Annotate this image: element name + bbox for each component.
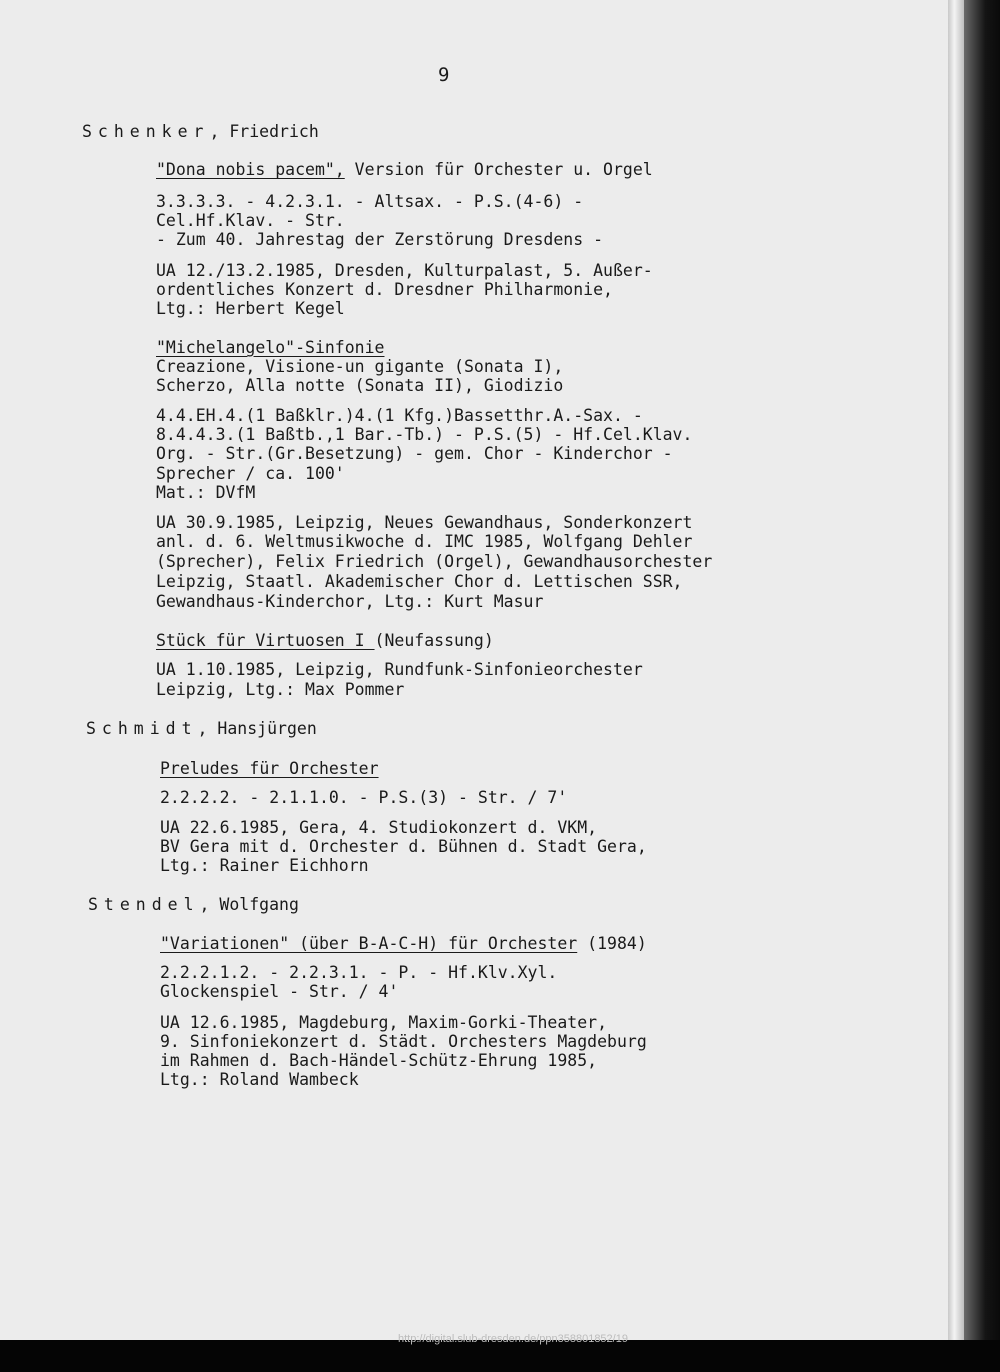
composer-heading: Schmidt, Hansjürgen — [86, 719, 317, 738]
composer-surname: Schmidt — [86, 719, 198, 738]
instrumentation-line: Glockenspiel - Str. / 4' — [160, 982, 399, 1001]
work-title: Preludes für Orchester — [160, 759, 379, 778]
work-title-suffix: (Neufassung) — [374, 631, 494, 650]
work-subtitle-line: Scherzo, Alla notte (Sonata II), Giodizio — [156, 376, 564, 395]
page-number: 9 — [438, 64, 450, 86]
work-title-suffix: Version für Orchester u. Orgel — [344, 160, 653, 179]
premiere-line: UA 12.6.1985, Magdeburg, Maxim-Gorki-Theater, — [160, 1013, 608, 1032]
composer-surname: Schenker — [82, 122, 210, 141]
premiere-line: Ltg.: Herbert Kegel — [156, 299, 345, 318]
work-title-line — [160, 759, 379, 778]
work-title-line — [156, 160, 653, 179]
instrumentation-line: 8.4.4.3.(1 Baßtb.,1 Bar.-Tb.) - P.S.(5) - Hf.Cel.Klav. — [156, 425, 693, 444]
composer-surname: Stendel — [88, 895, 200, 914]
premiere-line: Gewandhaus-Kinderchor, Ltg.: Kurt Masur — [156, 592, 544, 611]
instrumentation-line: - Zum 40. Jahrestag der Zerstörung Dresdens - — [156, 230, 604, 249]
instrumentation-line: 3.3.3.3. - 4.2.3.1. - Altsax. - P.S.(4-6) - — [156, 192, 584, 211]
work-title-line — [156, 631, 494, 650]
premiere-line: anl. d. 6. Weltmusikwoche d. IMC 1985, Wolfgang Dehler — [156, 532, 693, 551]
composer-firstname: Friedrich — [229, 122, 319, 141]
work-title-line — [156, 338, 384, 357]
work-title: "Variationen" (über B-A-C-H) für Orchester — [160, 934, 578, 953]
premiere-line: im Rahmen d. Bach-Händel-Schütz-Ehrung 1985, — [160, 1051, 598, 1070]
instrumentation-line: Cel.Hf.Klav. - Str. — [156, 211, 345, 230]
instrumentation-line: 2.2.2.2. - 2.1.1.0. - P.S.(3) - Str. / 7' — [160, 788, 568, 807]
premiere-line: UA 22.6.1985, Gera, 4. Studiokonzert d. VKM, — [160, 818, 598, 837]
premiere-line: UA 1.10.1985, Leipzig, Rundfunk-Sinfonieorchester — [156, 660, 643, 679]
work-subtitle-line: Creazione, Visione-un gigante (Sonata I), — [156, 357, 564, 376]
composer-firstname: Hansjürgen — [217, 719, 317, 738]
material-line: Mat.: DVfM — [156, 483, 256, 502]
work-title: "Michelangelo"-Sinfonie — [156, 338, 385, 357]
source-url: http://digital.slub-dresden.de/ppn358801852/19 — [398, 1333, 628, 1345]
composer-heading: Stendel, Wolfgang — [88, 895, 299, 914]
work-title-suffix: (1984) — [577, 934, 647, 953]
composer-heading: Schenker, Friedrich — [82, 122, 319, 141]
premiere-line: 9. Sinfoniekonzert d. Städt. Orchesters Magdeburg — [160, 1032, 647, 1051]
premiere-line: ordentliches Konzert d. Dresdner Philharmonie, — [156, 280, 613, 299]
premiere-line: UA 30.9.1985, Leipzig, Neues Gewandhaus, Sonderkonzert — [156, 513, 693, 532]
premiere-line: (Sprecher), Felix Friedrich (Orgel), Gewandhausorchester — [156, 552, 713, 571]
instrumentation-line: 2.2.2.1.2. - 2.2.3.1. - P. - Hf.Klv.Xyl. — [160, 963, 558, 982]
work-title: "Dona nobis pacem", — [156, 160, 345, 179]
page-edge — [948, 0, 964, 1345]
premiere-line: BV Gera mit d. Orchester d. Bühnen d. Stadt Gera, — [160, 837, 647, 856]
instrumentation-line: Sprecher / ca. 100' — [156, 464, 345, 483]
premiere-line: Ltg.: Roland Wambeck — [160, 1070, 359, 1089]
instrumentation-line: Org. - Str.(Gr.Besetzung) - gem. Chor - Kinderchor - — [156, 444, 673, 463]
book-cover — [964, 0, 1000, 1372]
composer-firstname: Wolfgang — [219, 895, 299, 914]
premiere-line: Leipzig, Staatl. Akademischer Chor d. Lettischen SSR, — [156, 572, 683, 591]
work-title: Stück für Virtuosen I — [156, 631, 375, 650]
instrumentation-line: 4.4.EH.4.(1 Baßklr.)4.(1 Kfg.)Bassetthr.A.-Sax. - — [156, 406, 643, 425]
work-title-line — [160, 934, 647, 953]
premiere-line: Leipzig, Ltg.: Max Pommer — [156, 680, 405, 699]
premiere-line: Ltg.: Rainer Eichhorn — [160, 856, 369, 875]
premiere-line: UA 12./13.2.1985, Dresden, Kulturpalast, 5. Außer- — [156, 261, 653, 280]
